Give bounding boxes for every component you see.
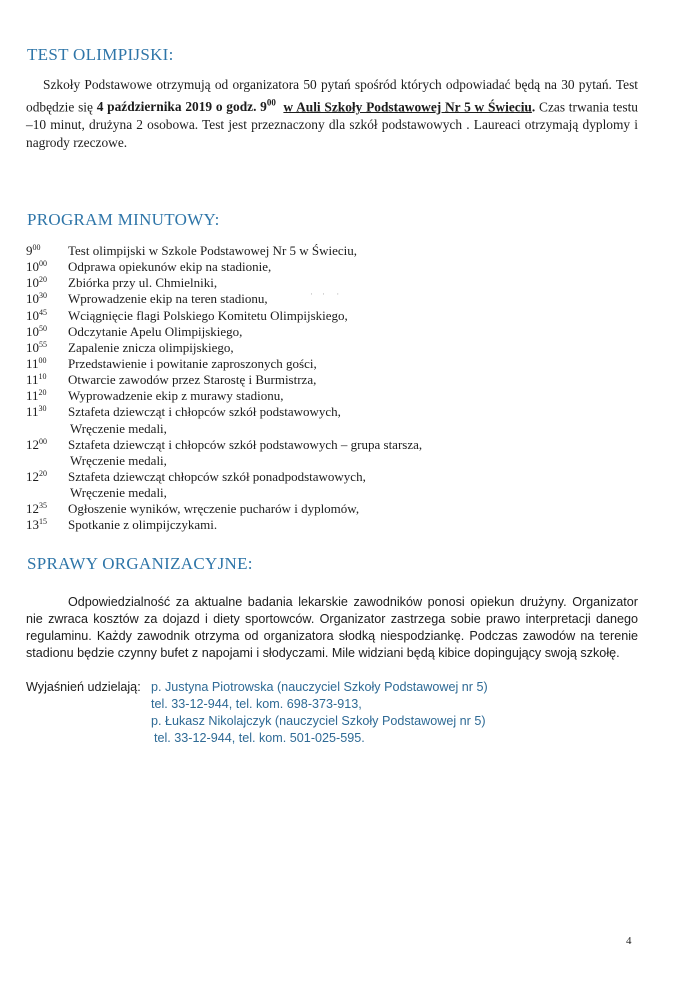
schedule-description: Ogłoszenie wyników, wręczenie pucharów i dyplomów, (68, 501, 360, 517)
schedule-item (26, 437, 546, 453)
schedule-time: $10^{30}$ (26, 291, 47, 307)
schedule-description: Sztafeta dziewcząt i chłopców szkół podstawowych, (68, 404, 341, 420)
test-details-text: Czas trwania testu –10 minut, drużyna 2 osobowa. Test jest przeznaczony dla szkół podstawowych . Laureaci otrzymają dyplomy i nagrody rzeczowe. (26, 99, 638, 151)
schedule-item (26, 469, 546, 485)
schedule-item (26, 517, 546, 533)
test-intro-text: Szkoły Podstawowe otrzymują od organizatora 50 pytań spośród których odpowiadać będą na 30 pytań. Test odbędzie się (26, 77, 638, 115)
schedule-item (26, 356, 546, 372)
schedule-time: $11^{30}$ (26, 404, 47, 420)
schedule-time: $12^{35}$ (26, 501, 47, 517)
schedule-item (26, 324, 546, 340)
schedule-description: Sztafeta dziewcząt i chłopców szkół podstawowych – grupa starsza, (68, 436, 423, 452)
test-olimpijski-heading: TEST OLIMPIJSKI: (27, 45, 174, 64)
test-date: 4 października 2019 o godz. $9^{00}$ (96, 98, 276, 115)
schedule-item (26, 485, 546, 501)
schedule-item (26, 501, 546, 517)
schedule-time: $10^{55}$ (26, 339, 47, 355)
schedule-time: $11^{00}$ (26, 355, 47, 371)
schedule-time: $10^{20}$ (26, 275, 47, 291)
schedule-description: Wręczenie medali, (70, 485, 167, 501)
schedule-item (26, 388, 546, 404)
schedule-description: Zapalenie znicza olimpijskiego, (68, 339, 234, 355)
contact-2-name: p. Łukasz Nikolajczyk (nauczyciel Szkoły Podstawowej nr 5) (151, 714, 486, 728)
contacts-label: Wyjaśnień udzielają: (26, 680, 141, 694)
schedule-description: Wciągnięcie flagi Polskiego Komitetu Olimpijskiego, (68, 307, 348, 323)
schedule-item (26, 421, 546, 437)
contact-row (26, 730, 586, 747)
schedule-list (26, 243, 546, 534)
test-description: Szkoły Podstawowe otrzymują od organizatora 50 pytań spośród których odpowiadać będą na 30 pytań. Test odbędzie się 4 października 2019 o godz. $9^{00}$ w Auli Szkoły Podstawowej Nr 5 w Świeciu. Czas trwania testu –10 minut, drużyna 2 osobowa. Test jest przeznaczony dla szkół podstawowych . Laureaci otrzymają dyplomy i nagrody rzeczowe. (26, 77, 638, 151)
page-number: 4 (626, 935, 632, 947)
schedule-time: $10^{50}$ (26, 323, 47, 339)
contact-row (26, 696, 586, 713)
schedule-time: $11^{10}$ (26, 372, 47, 388)
schedule-time: $10^{45}$ (26, 307, 47, 323)
contact-row (26, 713, 586, 730)
schedule-item (26, 340, 546, 356)
schedule-item (26, 308, 546, 324)
schedule-description: Otwarcie zawodów przez Starostę i Burmistrza, (68, 372, 317, 388)
contact-1-name: p. Justyna Piotrowska (nauczyciel Szkoły Podstawowej nr 5) (151, 680, 488, 694)
contacts-block (26, 679, 586, 747)
schedule-description: Zbiórka przy ul. Chmielniki, (68, 275, 218, 291)
schedule-time: $9^{00}$ (26, 243, 41, 258)
schedule-description: Test olimpijski w Szkole Podstawowej Nr 5 w Świeciu, (68, 243, 358, 258)
schedule-item (26, 372, 546, 388)
schedule-description: Przedstawienie i powitanie zaproszonych gości, (68, 355, 317, 371)
program-minutowy-heading: PROGRAM MINUTOWY: (27, 210, 220, 229)
schedule-description: Wręczenie medali, (70, 452, 167, 468)
schedule-time: $12^{00}$ (26, 436, 47, 452)
scan-specks: · · · (310, 289, 340, 299)
contact-2-phone: tel. 33-12-944, tel. kom. 501-025-595. (154, 731, 365, 745)
schedule-time: $13^{15}$ (26, 517, 47, 533)
test-venue: w Auli Szkoły Podstawowej Nr 5 w Świeciu (283, 99, 532, 115)
schedule-item (26, 404, 546, 420)
schedule-time: $10^{00}$ (26, 259, 47, 275)
schedule-description: Wyprowadzenie ekip z murawy stadionu, (68, 388, 284, 404)
organization-text: Odpowiedzialność za aktualne badania lekarskie zawodników ponosi opiekun drużyny. Organizator nie zwraca kosztów za dojazd i diety sportowców. Organizator zastrzega sobie prawo interpretacji danego regulaminu. Każdy zawodnik otrzyma od organizatora słodką niespodziankę. Podczas zawodów na terenie stadionu będzie czynny bufet z napojami i słodyczami. Mile widziani będą kibice dopingujący swoją szkołę. (26, 595, 638, 660)
schedule-item (26, 291, 546, 307)
schedule-item (26, 453, 546, 469)
schedule-item (26, 275, 546, 291)
schedule-description: Wprowadzenie ekip na teren stadionu, (68, 291, 268, 307)
contact-row (26, 679, 586, 696)
schedule-item (26, 243, 546, 259)
schedule-description: Odczytanie Apelu Olimpijskiego, (68, 323, 243, 339)
schedule-description: Sztafeta dziewcząt chłopców szkół ponadpodstawowych, (68, 468, 366, 484)
schedule-time: $11^{20}$ (26, 388, 47, 404)
schedule-item (26, 259, 546, 275)
schedule-description: Odprawa opiekunów ekip na stadionie, (68, 259, 272, 275)
contact-1-phone: tel. 33-12-944, tel. kom. 698-373-913, (151, 697, 362, 711)
schedule-description: Spotkanie z olimpijczykami. (68, 517, 218, 533)
schedule-description: Wręczenie medali, (70, 420, 167, 436)
schedule-time: $12^{20}$ (26, 468, 47, 484)
sprawy-organizacyjne-heading: SPRAWY ORGANIZACYJNE: (27, 554, 253, 573)
organization-paragraph (26, 594, 638, 662)
